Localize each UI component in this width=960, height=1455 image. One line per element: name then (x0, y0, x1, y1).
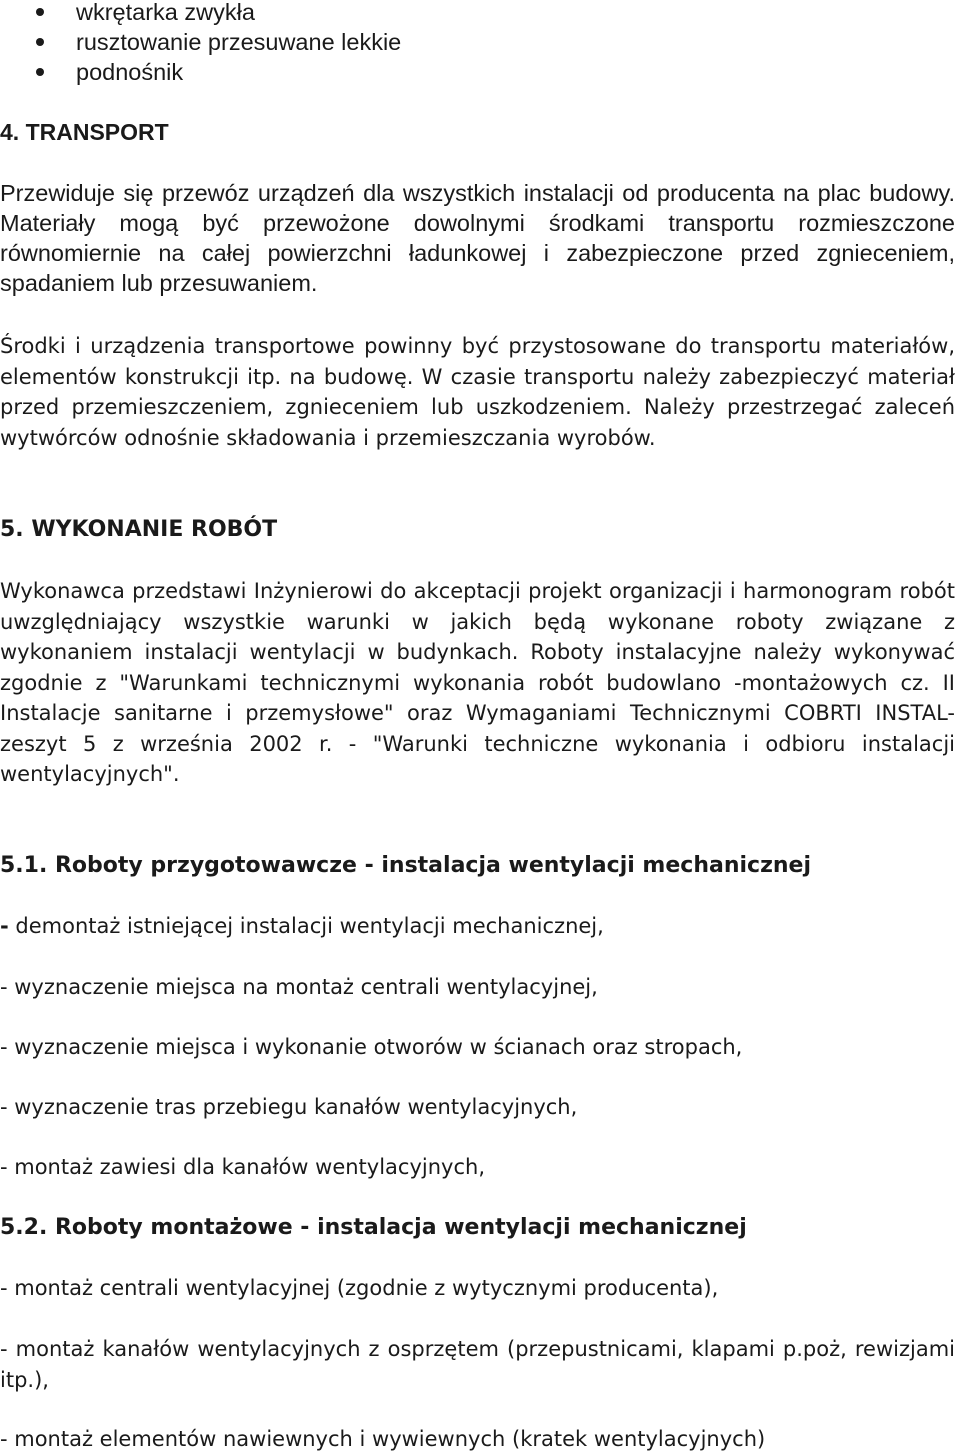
bullet-item (0, 57, 960, 87)
list-item-multiline: - montaż kanałów wentylacyjnych z osprzętem (przepustnicami, klapami p.poż, rewizjami itp.), (0, 1337, 955, 1392)
section-5-2-heading: 5.2. Roboty montażowe - instalacja wentylacji mechanicznej (0, 1215, 747, 1240)
bold-dash: - (0, 914, 9, 938)
bullet-text: rusztowanie przesuwane lekkie (76, 29, 402, 55)
list-item-text: demontaż istniejącej instalacji wentylacji mechanicznej, (8, 914, 604, 938)
section-4-paragraph-2: Środki i urządzenia transportowe powinny być przystosowane do transportu materiałów, elementów konstrukcji itp. na budowę. W czasie transportu należy zabezpieczyć materiał przed przemieszczeniem, zgnieceniem lub uszkodzeniem. Należy przestrzegać zaleceń wytwórców odnośnie składowania i przemieszczania wyrobów. (0, 334, 955, 450)
bullet-text: podnośnik (76, 59, 184, 85)
section-4-paragraph-1: Przewiduje się przewóz urządzeń dla wszystkich instalacji od producenta na plac budowy. Materiały mogą być przewożone dowolnymi środkami transportu rozmieszczone równomiernie na całej powierzchni ładunkowej i zabezpieczone przed zgnieceniem, spadaniem lub przesuwaniem. (0, 180, 955, 296)
section-4-heading: 4. TRANSPORT (0, 119, 169, 145)
section-5-heading: 5. WYKONANIE ROBÓT (0, 517, 278, 542)
bullet-text: wkrętarka zwykła (76, 0, 255, 25)
section-5-1-heading: 5.1. Roboty przygotowawcze - instalacja wentylacji mechanicznej (0, 853, 812, 878)
list-item: - wyznaczenie tras przebiegu kanałów wentylacyjnych, (0, 1095, 578, 1119)
bullet-dot-icon (36, 8, 44, 16)
list-item: - montaż zawiesi dla kanałów wentylacyjnych, (0, 1155, 485, 1179)
list-item: - wyznaczenie miejsca na montaż centrali wentylacyjnej, (0, 975, 598, 999)
list-item: - montaż elementów nawiewnych i wywiewnych (kratek wentylacyjnych) (0, 1427, 766, 1451)
bullet-dot-icon (36, 68, 44, 76)
bullet-item (0, 0, 960, 27)
bullet-dot-icon (36, 38, 44, 46)
list-item (0, 911, 604, 942)
list-item: - wyznaczenie miejsca i wykonanie otworów w ścianach oraz stropach, (0, 1035, 743, 1059)
equipment-bullet-list (0, 0, 960, 87)
section-5-paragraph: Wykonawca przedstawi Inżynierowi do akceptacji projekt organizacji i harmonogram robót uwzględniający wszystkie warunki w jakich będą wykonane roboty związane z wykonaniem instalacji wentylacji w budynkach. Roboty instalacyjne należy wykonywać zgodnie z "Warunkami technicznymi wykonania robót budowlano -montażowych cz. II Instalacje sanitarne i przemysłowe" oraz Wymaganiami Technicznymi COBRTI INSTAL- zeszyt 5 z września 2002 r. - "Warunki techniczne wykonania i odbioru instalacji wentylacyjnych". (0, 579, 955, 786)
bullet-item (0, 27, 960, 57)
list-item: - montaż centrali wentylacyjnej (zgodnie z wytycznymi producenta), (0, 1276, 719, 1300)
